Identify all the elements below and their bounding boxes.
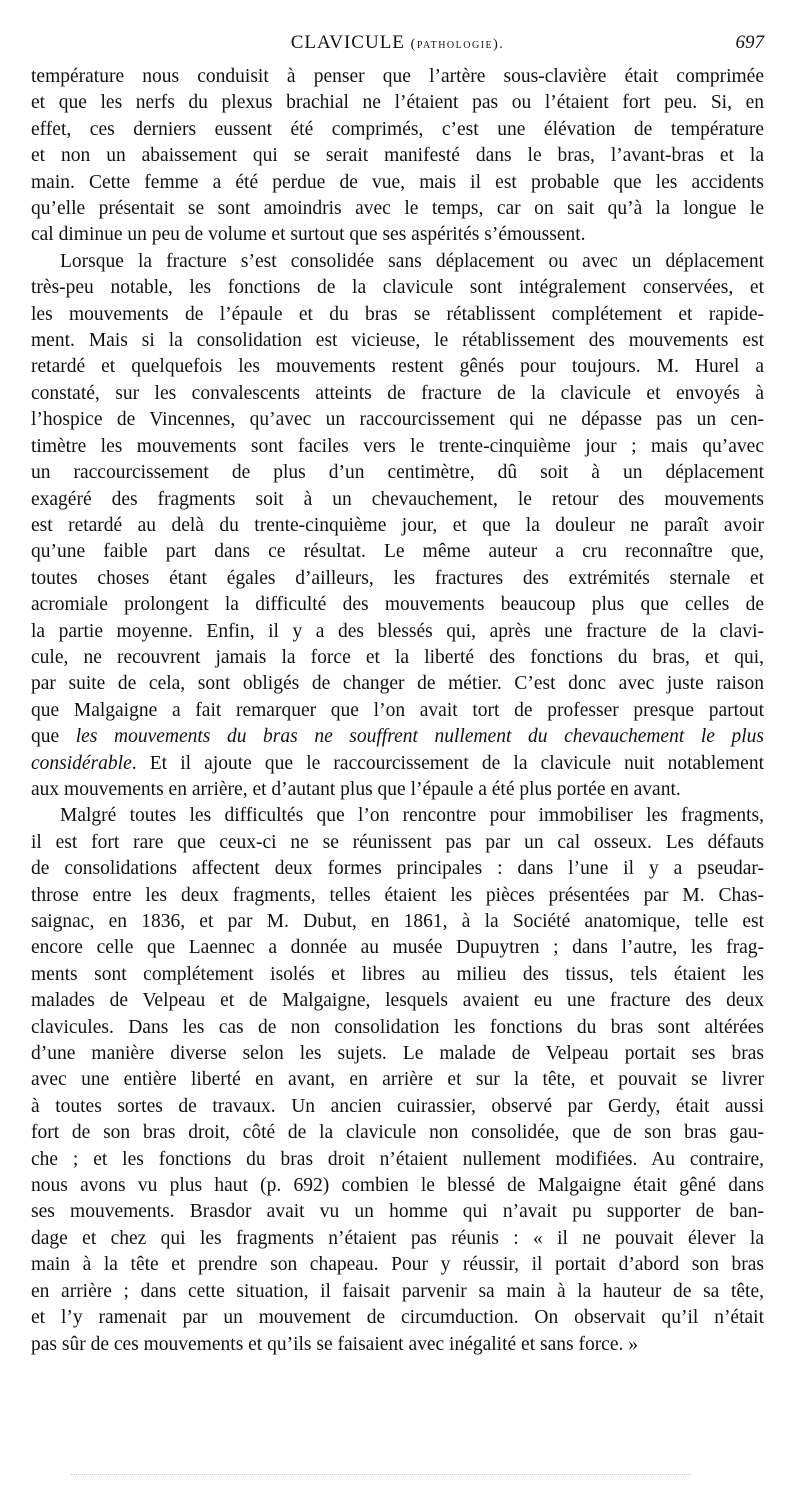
text-line: main. Cette femme a été perdue de vue, mais il est probable que les accidents bbox=[31, 171, 764, 193]
italic-text: les mouvements du bras ne souffrent nullement du chevauchement le plus bbox=[75, 726, 764, 748]
bottom-print-artifact bbox=[71, 1474, 691, 1475]
running-title bbox=[31, 30, 764, 58]
text-line: ment. Mais si la consolidation est vicieuse, le rétablissement des mouvements est bbox=[31, 330, 764, 352]
text-line: qu’elle présentait se sont amoindris avec le temps, car on sait qu’à la longue le bbox=[31, 198, 764, 220]
text-line: par suite de cela, sont obligés de changer de métier. C’est donc avec juste raison bbox=[31, 673, 764, 695]
text-line: aux mouvements en arrière, et d’autant plus que l’épaule a été plus portée en avant. bbox=[31, 778, 681, 800]
running-title-main: CLAVICULE bbox=[290, 32, 405, 53]
text-line: avec une entière liberté en avant, en arrière et sur la tête, et pouvait se livrer bbox=[31, 1069, 764, 1091]
text-line: et non un abaissement qui se serait manifesté dans le bras, l’avant-bras et la bbox=[31, 145, 764, 167]
text-line: et l’y ramenait par un mouvement de circumduction. On observait qu’il n’était bbox=[31, 1307, 764, 1329]
text-line: encore celle que Laennec a donnée au musée Dupuytren ; dans l’autre, les frag- bbox=[31, 937, 764, 959]
text-line: que les mouvements du bras ne souffrent nullement du chevauchement le plus bbox=[31, 726, 764, 748]
running-head bbox=[31, 30, 764, 56]
text-line: throse entre les deux fragments, telles étaient les pièces présentées par M. Chas- bbox=[31, 884, 764, 906]
text-line: à toutes sortes de travaux. Un ancien cuirassier, observé par Gerdy, était aussi bbox=[31, 1095, 764, 1117]
paragraph bbox=[31, 64, 764, 249]
book-page bbox=[31, 0, 764, 1511]
text-line: considérable. Et il ajoute que le raccourcissement de la clavicule nuit notablement bbox=[31, 752, 764, 774]
text-line: ses mouvements. Brasdor avait vu un homme qui n’avait pu supporter de ban- bbox=[31, 1201, 764, 1223]
text-line: cal diminue un peu de volume et surtout que ses aspérités s’émoussent. bbox=[31, 224, 586, 246]
text-line: en arrière ; dans cette situation, il faisait parvenir sa main à la hauteur de sa tête, bbox=[31, 1280, 764, 1302]
text-line: qu’une faible part dans ce résultat. Le même auteur a cru reconnaître que, bbox=[31, 541, 764, 563]
text-line: que Malgaigne a fait remarquer que l’on avait tort de professer presque partout bbox=[31, 699, 764, 721]
running-title-sub: (pathologie). bbox=[410, 37, 505, 52]
text-line: fort de son bras droit, côté de la clavicule non consolidée, que de son bras gau- bbox=[31, 1122, 764, 1144]
text-line: pas sûr de ces mouvements et qu’ils se faisaient avec inégalité et sans force. » bbox=[31, 1333, 638, 1355]
text-line: cule, ne recouvrent jamais la force et la liberté des fonctions du bras, et qui, bbox=[31, 646, 764, 668]
paragraph bbox=[31, 249, 764, 804]
text-line: ments sont complétement isolés et libres au milieu des tissus, tels étaient les bbox=[31, 963, 764, 985]
text-line: che ; et les fonctions du bras droit n’étaient nullement modifiées. Au contraire, bbox=[31, 1148, 764, 1170]
text-line: acromiale prolongent la difficulté des mouvements beaucoup plus que celles de bbox=[31, 594, 764, 616]
text-line: Lorsque la fracture s’est consolidée sans déplacement ou avec un déplacement bbox=[60, 250, 764, 272]
text-line: retardé et quelquefois les mouvements restent gênés pour toujours. M. Hurel a bbox=[31, 356, 764, 378]
text-line: est retardé au delà du trente-cinquième jour, et que la douleur ne paraît avoir bbox=[31, 514, 764, 536]
paragraph bbox=[31, 803, 764, 1358]
text-line: de consolidations affectent deux formes principales : dans l’une il y a pseudar- bbox=[31, 858, 764, 880]
text-line: les mouvements de l’épaule et du bras se rétablissent complétement et rapide- bbox=[31, 303, 764, 325]
page-number: 697 bbox=[735, 32, 764, 53]
text-line: timètre les mouvements sont faciles vers le trente-cinquième jour ; mais qu’avec bbox=[31, 435, 764, 457]
text-line: température nous conduisit à penser que l’artère sous-clavière était comprimée bbox=[31, 66, 764, 87]
text-line: il est fort rare que ceux-ci ne se réunissent pas par un cal osseux. Les défauts bbox=[31, 831, 764, 853]
text-line: très-peu notable, les fonctions de la clavicule sont intégralement conservées, et bbox=[31, 277, 764, 299]
text-line: d’une manière diverse selon les sujets. Le malade de Velpeau portait ses bras bbox=[31, 1043, 764, 1065]
text-line: et que les nerfs du plexus brachial ne l’étaient pas ou l’étaient fort peu. Si, en bbox=[31, 92, 764, 114]
text-line: toutes choses étant égales d’ailleurs, les fractures des extrémités sternale et bbox=[31, 567, 764, 589]
text-line: exagéré des fragments soit à un chevauchement, le retour des mouvements bbox=[31, 488, 764, 510]
text-line: nous avons vu plus haut (p. 692) combien le blessé de Malgaigne était gêné dans bbox=[31, 1175, 764, 1197]
text-line: l’hospice de Vincennes, qu’avec un raccourcissement qui ne dépasse pas un cen- bbox=[31, 409, 764, 431]
body-text bbox=[31, 64, 764, 1358]
text-line: main à la tête et prendre son chapeau. Pour y réussir, il portait d’abord son bras bbox=[31, 1254, 764, 1276]
text-line: dage et chez qui les fragments n’étaient pas réunis : « il ne pouvait élever la bbox=[31, 1227, 764, 1249]
text-line: la partie moyenne. Enfin, il y a des blessés qui, après une fracture de la clavi- bbox=[31, 620, 764, 642]
italic-text: considérable bbox=[31, 752, 132, 774]
text-line: un raccourcissement de plus d’un centimètre, dû soit à un déplacement bbox=[31, 462, 764, 484]
text-line: malades de Velpeau et de Malgaigne, lesquels avaient eu une fracture des deux bbox=[31, 990, 764, 1012]
text-line: constaté, sur les convalescents atteints de fracture de la clavicule et envoyés à bbox=[31, 382, 764, 404]
text-line: clavicules. Dans les cas de non consolidation les fonctions du bras sont altérées bbox=[31, 1016, 764, 1038]
text-line: Malgré toutes les difficultés que l’on rencontre pour immobiliser les fragments, bbox=[60, 805, 764, 827]
text-line: saignac, en 1836, et par M. Dubut, en 1861, à la Société anatomique, telle est bbox=[31, 911, 764, 932]
text-line: effet, ces derniers eussent été comprimés, c’est une élévation de température bbox=[31, 118, 764, 140]
